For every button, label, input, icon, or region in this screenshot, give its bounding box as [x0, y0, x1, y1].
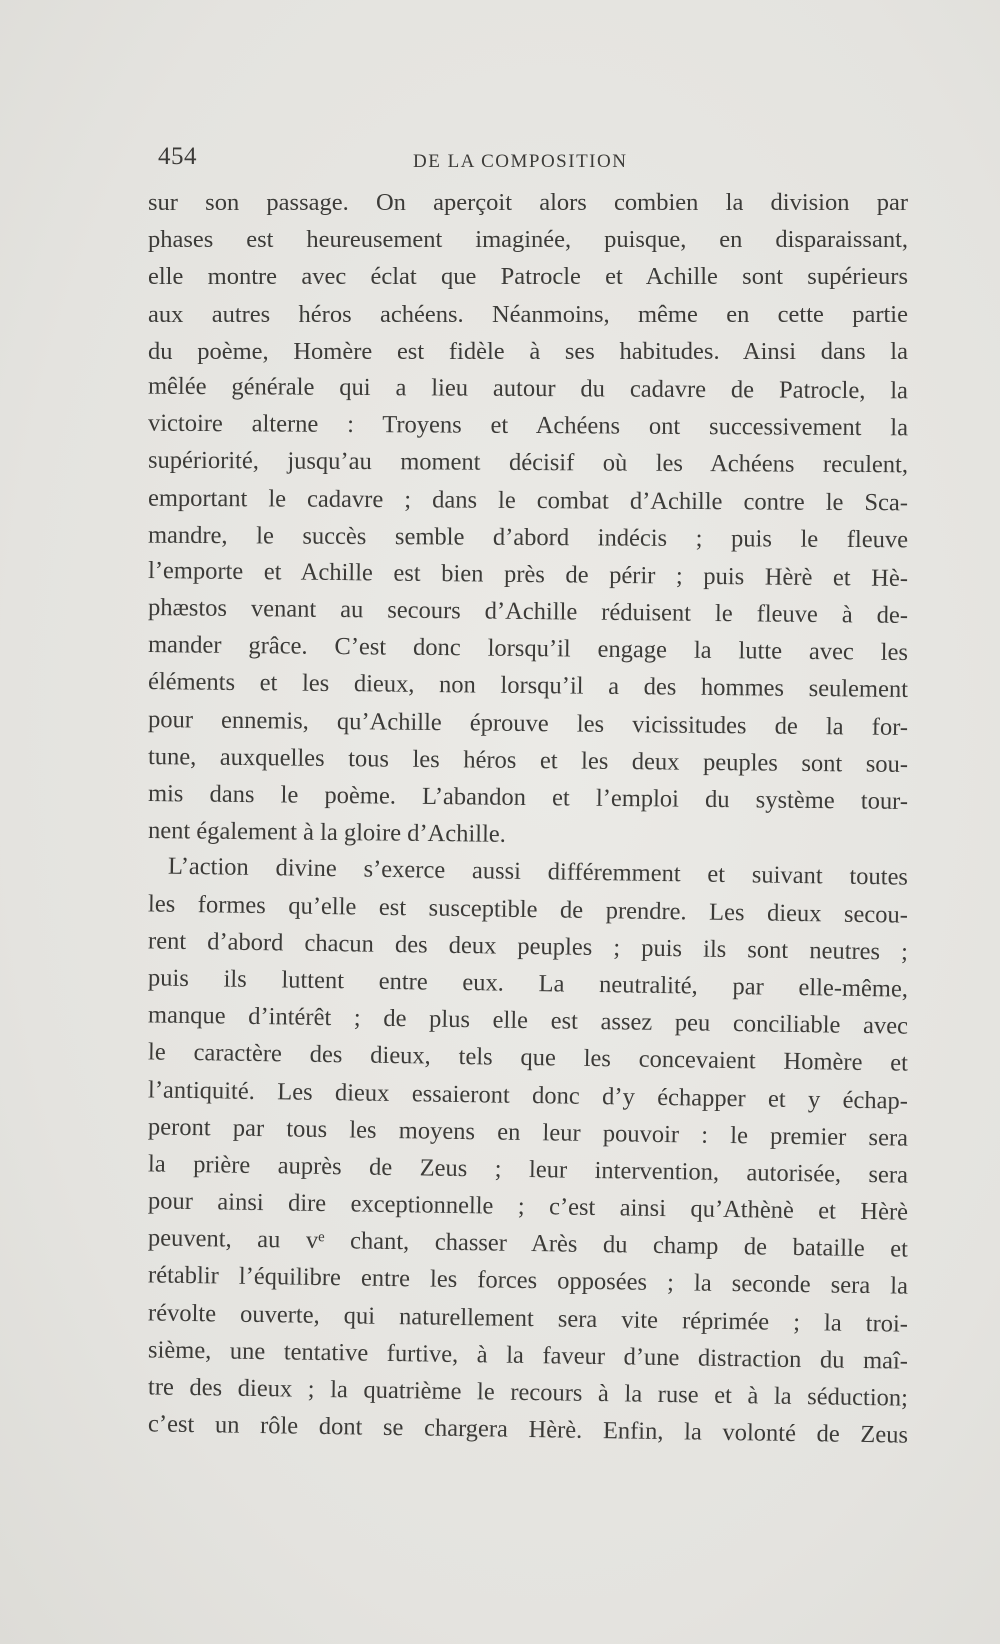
text-line: c’est un rôle dont se chargera Hèrè. Enfin, la volonté de Zeus — [147, 1410, 909, 1449]
text-line: rent d’abord chacun des deux peuples ; puis ils sont neutres ; — [147, 927, 909, 966]
text-line: du poème, Homère est fidèle à ses habitudes. Ainsi dans la — [148, 337, 908, 365]
text-line: l’antiquité. Les dieux essaieront donc d’y échapper et y échap- — [147, 1075, 909, 1115]
text-line: elle montre avec éclat que Patrocle et Achille sont supérieurs — [148, 263, 908, 291]
text-line: mêlée générale qui a lieu autour du cadavre de Patrocle, la — [147, 372, 909, 405]
text-line: sur son passage. On aperçoit alors combien la division par — [148, 189, 908, 216]
text-line: tre des dieux ; la quatrième le recours à la ruse et à la séduction; — [147, 1373, 909, 1412]
text-line: éléments et les dieux, non lorsqu’il a des hommes seulement — [147, 668, 909, 704]
text-line: peuvent, au vᵉ chant, chasser Arès du champ de bataille et — [147, 1224, 909, 1263]
text-line: emportant le cadavre ; dans le combat d’Achille contre le Sca- — [147, 484, 909, 516]
text-line: mis dans le poème. L’abandon et l’emploi du système tour- — [147, 780, 909, 815]
text-line: révolte ouverte, qui naturellement sera vite réprimée ; la troi- — [147, 1298, 909, 1338]
text-line: mander grâce. C’est donc lorsqu’il engage la lutte avec les — [147, 631, 909, 667]
text-line: pour ennemis, qu’Achille éprouve les vicissitudes de la for- — [147, 705, 909, 741]
text-line: les formes qu’elle est susceptible de prendre. Les dieux secou- — [147, 889, 909, 929]
text-line: la prière auprès de Zeus ; leur intervention, autorisée, sera — [147, 1150, 909, 1189]
text-line: phæstos venant au secours d’Achille réduisent le fleuve à de- — [147, 594, 909, 630]
page-number: 454 — [158, 143, 197, 170]
text-line: mandre, le succès semble d’abord indécis ; puis le fleuve — [147, 521, 909, 554]
page-header — [158, 143, 908, 183]
running-head: DE LA COMPOSITION — [413, 151, 628, 172]
text-line: puis ils luttent entre eux. La neutralité, par elle-même, — [147, 964, 909, 1003]
text-line: nent également à la gloire d’Achille. — [147, 817, 506, 848]
text-line: tune, auxquelles tous les héros et les deux peuples sont sou- — [147, 742, 909, 778]
text-line: victoire alterne : Troyens et Achéens ont successivement la — [147, 409, 909, 442]
text-line: rétablir l’équilibre entre les forces opposées ; la seconde sera la — [147, 1261, 909, 1301]
text-line: manque d’intérêt ; de plus elle est assez peu conciliable avec — [147, 1001, 909, 1040]
text-line: phases est heureusement imaginée, puisque, en disparaissant, — [148, 226, 908, 254]
text-line: pour ainsi dire exceptionnelle ; c’est ainsi qu’Athènè et Hèrè — [147, 1187, 909, 1226]
text-line: l’emporte et Achille est bien près de périr ; puis Hèrè et Hè- — [147, 556, 909, 592]
text-line: aux autres héros achéens. Néanmoins, même en cette partie — [148, 300, 908, 328]
body-text — [148, 184, 908, 1448]
text-line: supériorité, jusqu’au moment décisif où les Achéens reculent, — [147, 446, 909, 479]
text-line: peront par tous les moyens en leur pouvoir : le premier sera — [147, 1113, 909, 1152]
text-line: le caractère des dieux, tels que les concevaient Homère et — [147, 1038, 909, 1077]
paragraph-first-line: L’action divine s’exerce aussi différemment et suivant toutes — [167, 853, 909, 892]
text-line: sième, une tentative furtive, à la faveur d’une distraction du maî- — [147, 1336, 909, 1375]
